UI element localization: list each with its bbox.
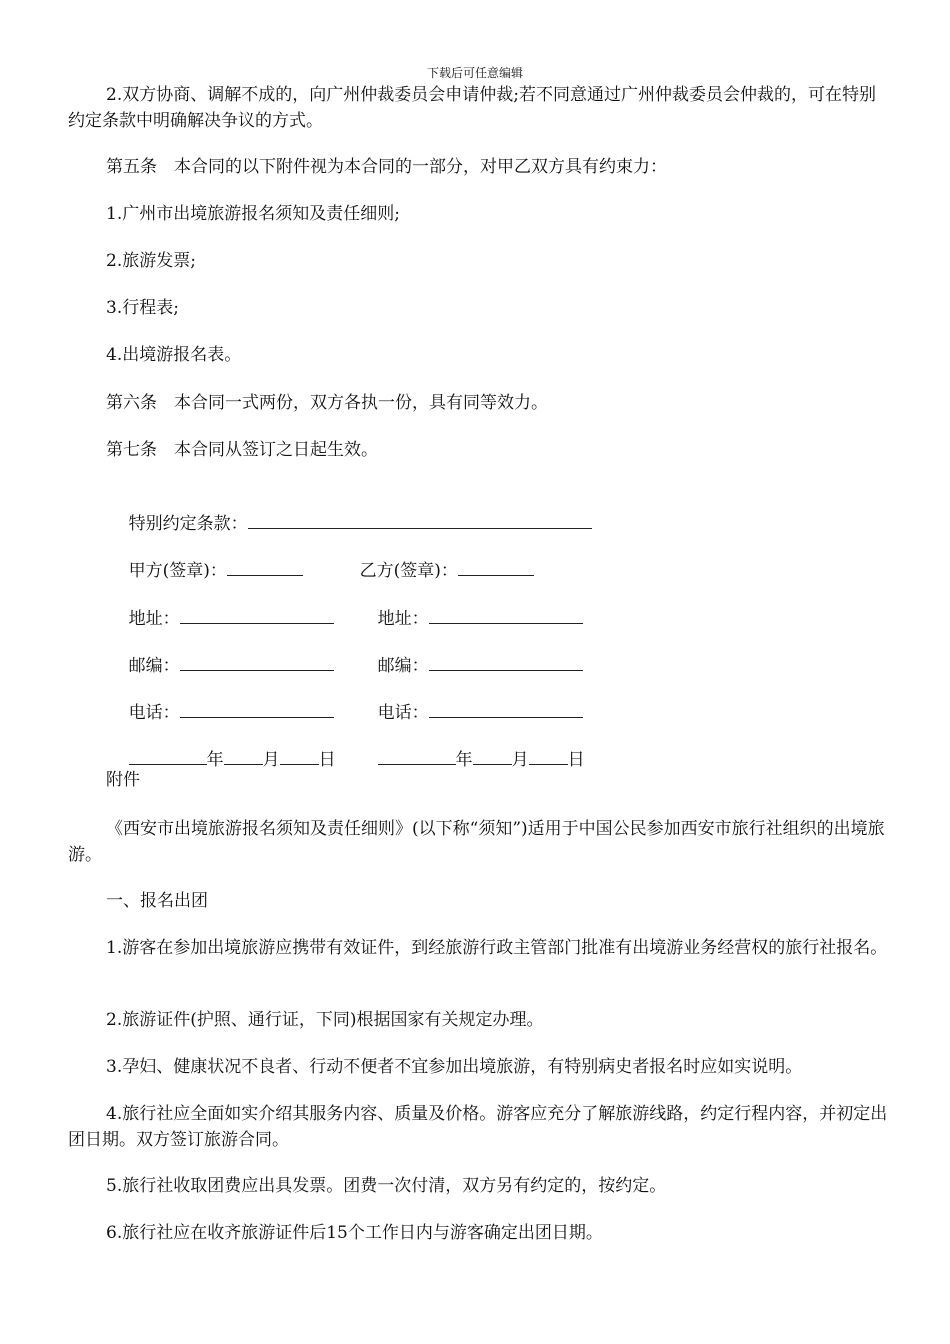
phone-label-b: 电话： <box>377 703 429 723</box>
day-label-a: 日 <box>318 750 336 770</box>
phone-field-a[interactable] <box>180 699 334 718</box>
day-field-a[interactable] <box>280 746 319 765</box>
party-b-signature-field[interactable] <box>458 557 534 576</box>
month-field-b[interactable] <box>473 746 512 765</box>
article-7: 第七条 本合同从签订之日起生效。 <box>106 440 378 460</box>
attachment-item-4: 4.出境游报名表。 <box>106 345 242 365</box>
section-1-item-2: 2.旅游证件(护照、通行证，下同)根据国家有关规定办理。 <box>106 1010 544 1030</box>
postcode-field-b[interactable] <box>429 652 583 671</box>
address-label-a: 地址： <box>128 609 180 629</box>
postcode-label-b: 邮编： <box>377 656 429 676</box>
section-1-item-4: 4.旅行社应全面如实介绍其服务内容、质量及价格。游客应充分了解旅游线路，约定行程内容，并初定出团日期。双方签订旅游合同。 <box>68 1104 888 1150</box>
address-label-b: 地址： <box>377 609 429 629</box>
article-6: 第六条 本合同一式两份，双方各执一份，具有同等效力。 <box>106 393 548 413</box>
attachment-item-2: 2.旅游发票; <box>106 251 196 271</box>
day-label-b: 日 <box>567 750 585 770</box>
annex-intro: 《西安市出境旅游报名须知及责任细则》(以下称“须知”)适用于中国公民参加西安市旅行社组织的出境旅游。 <box>68 819 885 865</box>
postcode-field-a[interactable] <box>180 652 334 671</box>
day-field-b[interactable] <box>529 746 568 765</box>
postcode-label-a: 邮编： <box>128 656 180 676</box>
phone-label-a: 电话： <box>128 703 180 723</box>
party-a-signature-field[interactable] <box>227 557 303 576</box>
party-b-label: 乙方(签章)： <box>359 561 458 581</box>
party-a-label: 甲方(签章)： <box>128 561 227 581</box>
address-field-b[interactable] <box>429 605 583 624</box>
year-label-a: 年 <box>206 750 224 770</box>
year-label-b: 年 <box>455 750 473 770</box>
year-field-b[interactable] <box>378 746 456 765</box>
clause-arbitration: 2.双方协商、调解不成的，向广州仲裁委员会申请仲裁;若不同意通过广州仲裁委员会仲裁的，可在特别约定条款中明确解决争议的方式。 <box>68 85 876 131</box>
month-label-b: 月 <box>511 750 529 770</box>
month-field-a[interactable] <box>224 746 263 765</box>
section-1-item-3: 3.孕妇、健康状况不良者、行动不便者不宜参加出境旅游，有特别病史者报名时应如实说明。 <box>106 1057 803 1077</box>
page-header: 下载后可任意编辑 <box>426 66 523 80</box>
special-terms-label: 特别约定条款： <box>128 514 248 534</box>
annex-heading: 附件 <box>106 770 140 790</box>
section-1-item-6: 6.旅行社应在收齐旅游证件后15个工作日内与游客确定出团日期。 <box>106 1223 603 1243</box>
phone-field-b[interactable] <box>429 699 583 718</box>
month-label-a: 月 <box>262 750 280 770</box>
section-1-heading: 一、报名出团 <box>106 891 208 911</box>
section-1-item-1: 1.游客在参加出境旅游应携带有效证件，到经旅游行政主管部门批准有出境游业务经营权的旅行社报名。 <box>106 938 888 958</box>
attachment-item-1: 1.广州市出境旅游报名须知及责任细则; <box>106 204 400 224</box>
attachment-item-3: 3.行程表; <box>106 298 179 318</box>
section-1-item-5: 5.旅行社收取团费应出具发票。团费一次付清，双方另有约定的，按约定。 <box>106 1176 667 1196</box>
address-field-a[interactable] <box>180 605 334 624</box>
year-field-a[interactable] <box>129 746 207 765</box>
special-terms-field[interactable] <box>248 510 592 529</box>
article-5: 第五条 本合同的以下附件视为本合同的一部分，对甲乙双方具有约束力： <box>106 157 667 177</box>
